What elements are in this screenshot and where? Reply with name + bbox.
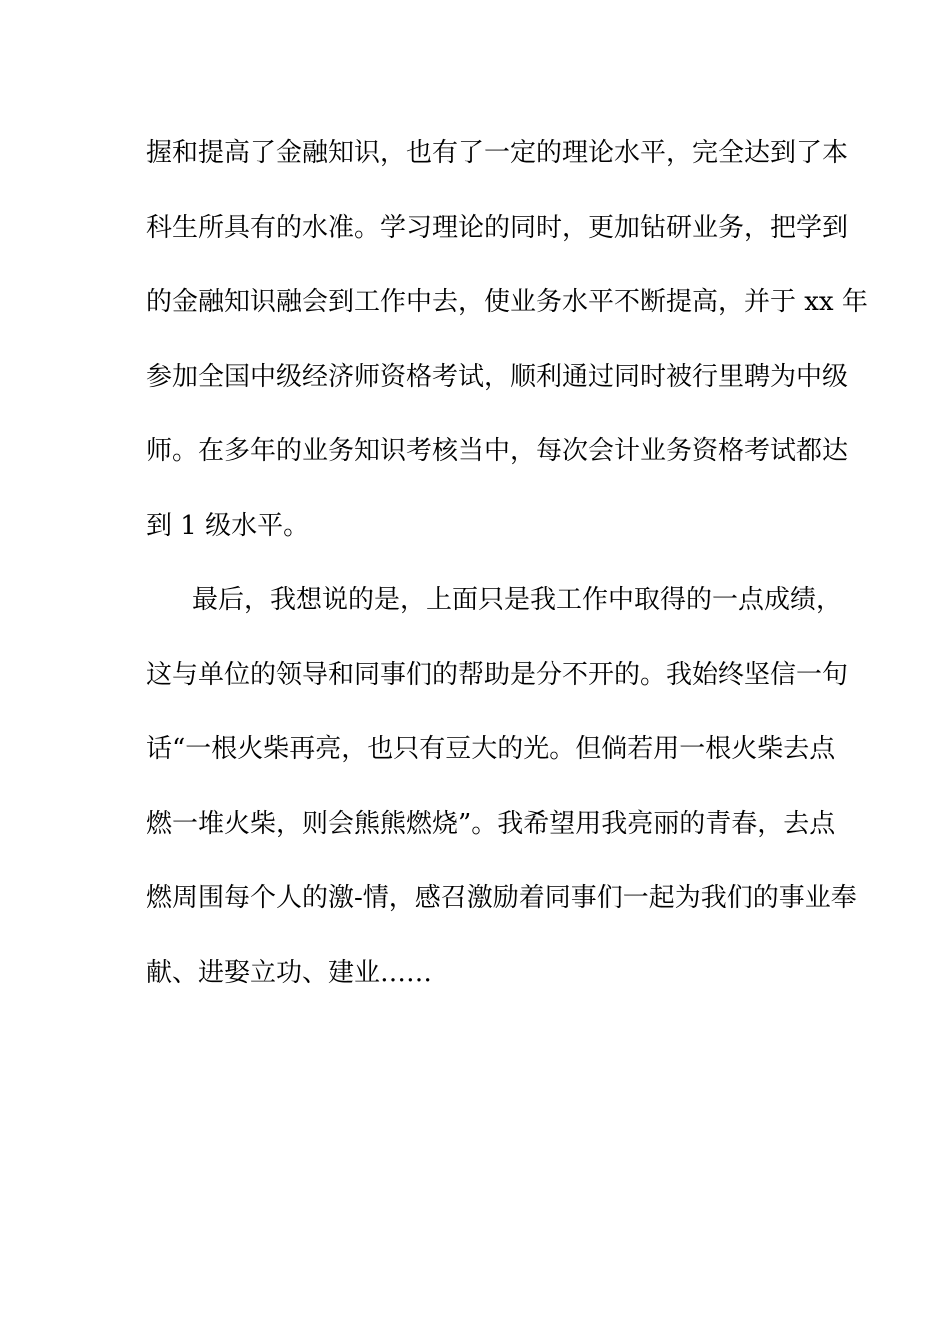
paragraph-2-line-6: 献、进娶立功、建业…… (146, 957, 433, 988)
paragraph-2-line-5: 燃周围每个人的激-情，感召激励着同事们一起为我们的事业奉 (146, 883, 857, 913)
paragraph-1-line-4: 参加全国中级经济师资格考试，顺利通过同时被行里聘为中级 (146, 361, 849, 392)
paragraph-2-line-1: 最后，我想说的是，上面只是我工作中取得的一点成绩， (192, 585, 843, 615)
paragraph-1-line-6: 到 1 级水平。 (146, 510, 310, 541)
paragraph-1-line-5: 师。在多年的业务知识考核当中，每次会计业务资格考试都达 (146, 436, 849, 466)
document-body (146, 128, 868, 1022)
paragraph-1-line-3: 的金融知识融会到工作中去，使业务水平不断提高，并于 xx 年 (146, 287, 868, 317)
paragraph-1-line-1: 握和提高了金融知识，也有了一定的理论水平，完全达到了本 (146, 138, 849, 168)
paragraph-2-line-4: 燃一堆火柴，则会熊熊燃烧”。我希望用我亮丽的青春，去点 (146, 808, 836, 839)
paragraph-1-line-2: 科生所具有的水准。学习理论的同时，更加钻研业务，把学到 (146, 212, 849, 243)
paragraph-2-line-3: 话“一根火柴再亮，也只有豆大的光。但倘若用一根火柴去点 (146, 734, 836, 764)
paragraph-2-line-2: 这与单位的领导和同事们的帮助是分不开的。我始终坚信一句 (146, 659, 849, 690)
